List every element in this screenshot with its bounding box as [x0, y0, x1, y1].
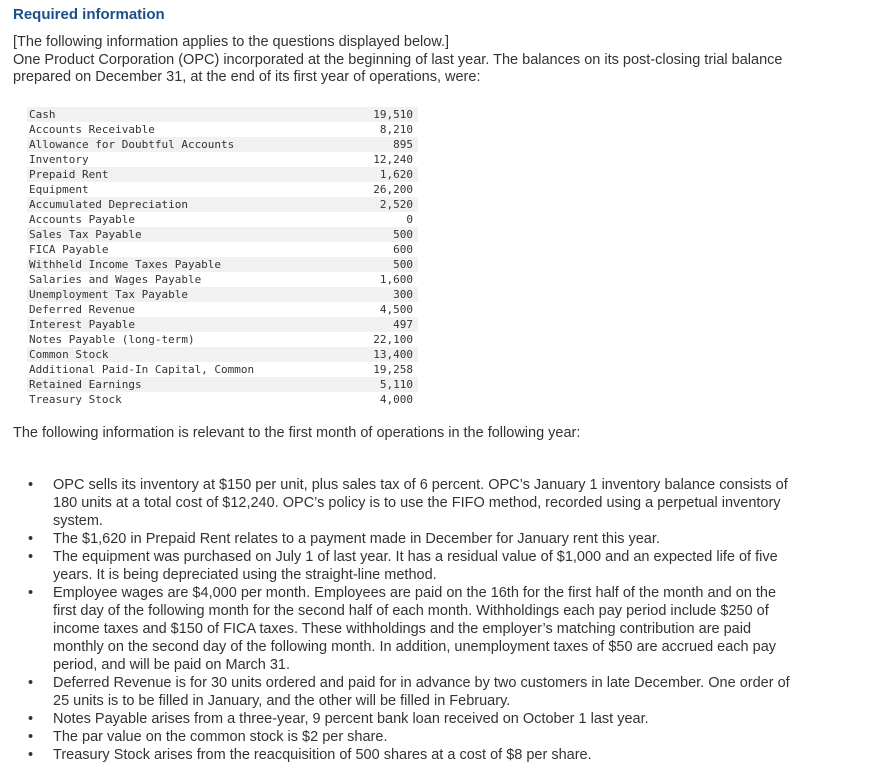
account-name: Accounts Receivable — [29, 123, 155, 136]
account-name: Equipment — [29, 183, 89, 196]
bullet-line: The $1,620 in Prepaid Rent relates to a payment made in December for January rent this year. — [53, 531, 660, 547]
trial-balance-row — [27, 152, 418, 167]
trial-balance-row — [27, 242, 418, 257]
trial-balance-row — [27, 362, 418, 377]
trial-balance-row — [27, 347, 418, 362]
trial-balance-row — [27, 227, 418, 242]
account-name: Cash — [29, 108, 56, 121]
bullet-item — [28, 746, 863, 764]
account-name: Inventory — [29, 153, 89, 166]
bullet-line: Employee wages are $4,000 per month. Employees are paid on the 16th for the first half of the month and on the — [53, 585, 777, 601]
bullet-item — [28, 728, 863, 746]
account-balance: 500 — [393, 258, 413, 271]
trial-balance-table — [27, 107, 418, 407]
bullet-line: income taxes and $150 of FICA taxes. These withholdings and the employer’s matching contribution are paid — [53, 621, 752, 637]
account-name: Accumulated Depreciation — [29, 198, 188, 211]
account-balance: 4,000 — [379, 393, 413, 406]
bullet-line: The par value on the common stock is $2 per share. — [53, 729, 388, 745]
account-balance: 1,600 — [379, 273, 413, 286]
bullet-line: The equipment was purchased on July 1 of last year. It has a residual value of $1,000 and an expected life of five — [53, 549, 778, 565]
account-balance: 500 — [393, 228, 413, 241]
account-balance: 1,620 — [379, 168, 413, 181]
account-balance: 5,110 — [379, 378, 413, 391]
bullet-line: system. — [53, 513, 103, 529]
bullet-item — [28, 476, 863, 530]
page-title: Required information — [13, 6, 165, 23]
trial-balance-row — [27, 377, 418, 392]
account-balance: 4,500 — [379, 303, 413, 316]
account-balance: 497 — [393, 318, 413, 331]
trial-balance-row — [27, 137, 418, 152]
bullet-line: years. It is being depreciated using the straight-line method. — [53, 567, 437, 583]
bullet-item — [28, 674, 863, 710]
account-name: Allowance for Doubtful Accounts — [29, 138, 235, 151]
intro-line: prepared on December 31, at the end of its first year of operations, were: — [13, 69, 481, 85]
account-name: FICA Payable — [29, 243, 109, 256]
trial-balance-row — [27, 392, 418, 407]
trial-balance-row — [27, 272, 418, 287]
account-name: Common Stock — [29, 348, 109, 361]
bullet-line: Deferred Revenue is for 30 units ordered and paid for in advance by two customers in late December. One order of — [53, 675, 790, 691]
intro-line: One Product Corporation (OPC) incorporated at the beginning of last year. The balances on its post-closing trial balance — [13, 51, 783, 68]
bullet-dot-icon: • — [28, 477, 34, 493]
account-balance: 0 — [406, 213, 413, 226]
account-balance: 19,258 — [373, 363, 413, 376]
intro-paragraph — [13, 34, 873, 87]
bullet-dot-icon: • — [28, 585, 34, 601]
bullet-line: period, and will be paid on March 31. — [53, 657, 290, 673]
account-name: Sales Tax Payable — [29, 228, 142, 241]
trial-balance-row — [27, 257, 418, 272]
account-name: Interest Payable — [29, 318, 135, 331]
bullet-dot-icon: • — [28, 675, 34, 691]
bullet-dot-icon: • — [28, 711, 34, 727]
bullet-line: Notes Payable arises from a three-year, 9 percent bank loan received on October 1 last year. — [53, 711, 649, 727]
bullet-dot-icon: • — [28, 531, 34, 547]
bullet-dot-icon: • — [28, 729, 34, 745]
account-name: Salaries and Wages Payable — [29, 273, 202, 286]
account-name: Treasury Stock — [29, 393, 122, 406]
trial-balance-row — [27, 167, 418, 182]
trial-balance-row — [27, 197, 418, 212]
bullet-dot-icon: • — [28, 747, 34, 763]
bullet-line: OPC sells its inventory at $150 per unit, plus sales tax of 6 percent. OPC’s January 1 inventory balance consists of — [53, 477, 788, 493]
bullet-line: 180 units at a total cost of $12,240. OPC’s policy is to use the FIFO method, recorded using a perpetual inventory — [53, 495, 781, 511]
bullet-line: first day of the following month for the second half of each month. Withholdings each pay period include $250 of — [53, 603, 769, 619]
trial-balance-row — [27, 182, 418, 197]
bullet-item — [28, 530, 863, 548]
account-balance: 8,210 — [379, 123, 413, 136]
account-balance: 22,100 — [373, 333, 413, 346]
trial-balance-row — [27, 332, 418, 347]
intro-line: [The following information applies to the questions displayed below.] — [13, 34, 450, 50]
bullet-line: 25 units is to be filled in January, and the other will be filled in February. — [53, 693, 511, 709]
account-balance: 26,200 — [373, 183, 413, 196]
account-balance: 895 — [393, 138, 413, 151]
account-name: Deferred Revenue — [29, 303, 135, 316]
account-name: Withheld Income Taxes Payable — [29, 258, 222, 271]
trial-balance-row — [27, 317, 418, 332]
relevant-info-text: The following information is relevant to the first month of operations in the following year: — [13, 425, 581, 441]
account-name: Notes Payable (long-term) — [29, 333, 195, 346]
account-name: Accounts Payable — [29, 213, 135, 226]
bullet-line: monthly on the second day of the following month. In addition, unemployment taxes of $50 are accrued each pay — [53, 639, 777, 655]
account-balance: 300 — [393, 288, 413, 301]
account-balance: 2,520 — [379, 198, 413, 211]
operations-bullet-list — [28, 476, 863, 764]
account-name: Prepaid Rent — [29, 168, 109, 181]
trial-balance-row — [27, 122, 418, 137]
bullet-line: Treasury Stock arises from the reacquisition of 500 shares at a cost of $8 per share. — [53, 747, 592, 763]
account-name: Unemployment Tax Payable — [29, 288, 188, 301]
account-balance: 19,510 — [373, 108, 413, 121]
account-name: Additional Paid-In Capital, Common — [29, 363, 255, 376]
bullet-dot-icon: • — [28, 549, 34, 565]
trial-balance-row — [27, 107, 418, 122]
trial-balance-row — [27, 287, 418, 302]
bullet-item — [28, 548, 863, 584]
bullet-item — [28, 584, 863, 674]
trial-balance-row — [27, 212, 418, 227]
trial-balance-row — [27, 302, 418, 317]
bullet-item — [28, 710, 863, 728]
account-balance: 600 — [393, 243, 413, 256]
account-balance: 13,400 — [373, 348, 413, 361]
account-name: Retained Earnings — [29, 378, 142, 391]
account-balance: 12,240 — [373, 153, 413, 166]
